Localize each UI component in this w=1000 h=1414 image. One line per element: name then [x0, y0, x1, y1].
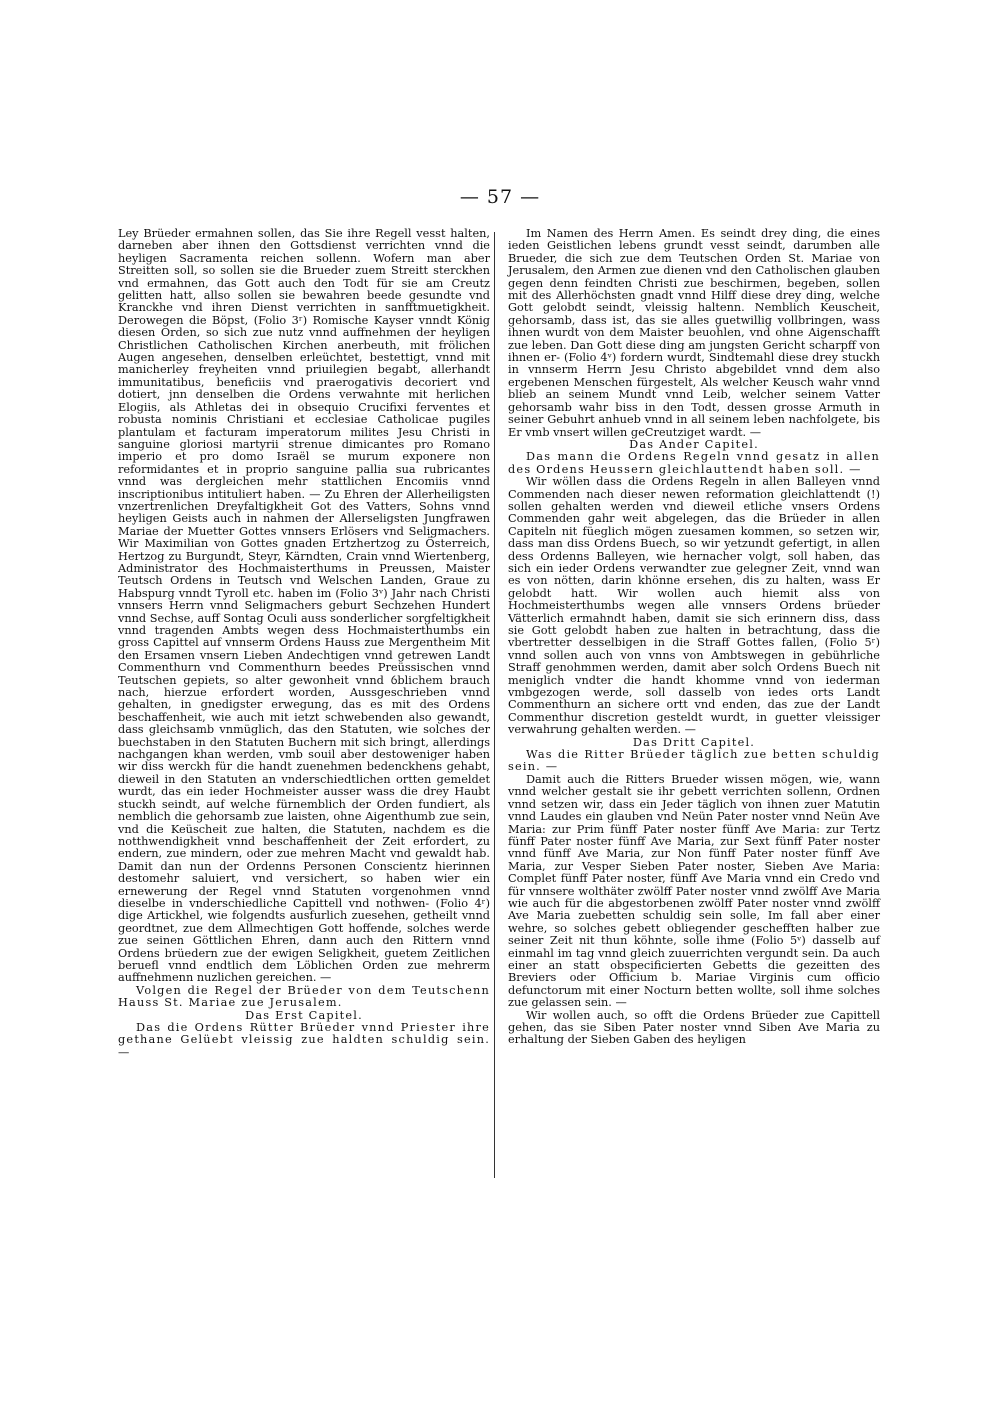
column-divider: [494, 232, 495, 1178]
chapter-2-text: Wir wöllen dass die Ordens Regeln in allen Balleyen vnnd Commenden nach dieser newen reformation gleichlattendt (!) sollen gehalten werden vnd dieweil etliche vnsers Ordens Commenden gahr weit abgelegen, das die Brüeder in allen Capiteln nit füeglich mögen zuesamen kommen, so setzen wir, dass man diss Ordens Buech, so wir yetzundt gefertigt, in allen dess Ordenns Balleyen, wie hernacher volgt, soll haben, das sich ein ieder Ordens verwandter zue gelegner Zeit, vnnd wan es von nötten, darin khönne ersehen, dis zu halten, wass Er gelobdt hatt. Wir wollen auch hiemit alss von Hochmeisterthumbs wegen alle vnnsers Ordens brüeder Vätterlich ermahndt haben, damit sie sich erinnern diss, dass sie Gott gelobdt haben zue halten in betrachtung, dass die vbertretter desselbigen in die Straff Gottes fallen, (Folio 5ʳ) vnnd sollen auch von vnns von Ambtswegen in gebührliche Straff genohmmen werden, damit aber solch Ordens Buech nit meniglich vndter die handt khomme vnnd von iederman vmbgezogen werde, soll dasselb von iedes orts Landt Commenthurn an sichere ortt vnd enden, das zue der Landt Commenthur discretion gesteldt wurdt, in guetter vleissiger verwahrung gehalten werden. —: [508, 475, 880, 737]
closing-paragraph: Wir wollen auch, so offt die Ordens Brüeder zue Capittell gehen, das sie Siben Pater noster vnnd Siben Ave Maria zu erhaltung der Sieben Gaben des heyligen: [508, 1008, 880, 1047]
chapter-3-text: Damit auch die Ritters Brueder wissen mögen, wie, wann vnnd welcher gestalt sie ihr gebett verrichten sollenn, Ordnen vnnd setzen wir, dass ein Jeder täglich von ihnen zuer Matutin vnnd Laudes ein glauben vnd Neün Pater noster vnnd Neün Ave Maria: zur Prim fünff Pater noster fünff Ave Maria: zur Tertz fünff Pater noster fünff Ave Maria, zur Sext fünff Pater noster vnnd fünff Ave Maria, zur Non fünff Pater noster fünff Ave Maria, zur Vesper Sieben Pater noster, Sieben Ave Maria: Complet fünff Pater noster, fünff Ave Maria vnnd ein Credo vnd für vnnsere wolthäter zwölff Pater noster vnnd zwölff Ave Maria wie auch für die abgestorbenen zwölff Pater noster vnnd zwölff Ave Maria zuebetten schuldig sein solle, Im fall aber einer wehre, so solches gebett obliegender geschefften halber zue seiner Zeit nit thun köhnte, solle ihme (Folio 5ᵛ) dasselb auf einmahl im tag vnnd gleich zuuerrichten vergundt sein. Da auch einer an statt obspecificierten Gebetts die gezeitten des Breviers oder Officium b. Mariae Virginis cum officio defunctorum mit einer Nocturn betten wollte, soll ihme solches zue gelassen sein. —: [508, 772, 880, 1010]
chapter-1-heading: Das Erst Capitel.: [245, 1008, 363, 1022]
chapter-2-summary: Das mann die Ordens Regeln vnnd gesatz in allen des Ordens Heussern gleichlauttendt haben soll. —: [508, 450, 880, 476]
right-column: [508, 228, 880, 1047]
chapter-1-summary: Das die Ordens Rütter Brüeder vnnd Priester ihre gethane Gelüebt vleissig zue haldten schuldig sein. —: [118, 1021, 490, 1059]
left-body-paragraph: Ley Brüeder ermahnen sollen, das Sie ihre Regell vesst halten, darneben aber ihnen den Gottsdienst verrichten vnnd die heyligen Sacramenta reichen sollenn. Wofern man aber Streitten soll, so sollen sie die Brueder zuem Streitt sterckhen vnd ermahnen, das Gott auch den Todt für sie am Creutz gelitten hatt, allso sollen sie bewahren beede gesundte vnd Kranckhe vnd ihren Dienst verrichten in sanfftmuetigkheit. Derowegen die Böpst, (Folio 3ʳ) Romische Kayser vnndt König diesen Orden, so sich zue nutz vnnd auffnehmen der heyligen Christlichen Catholischen Kirchen anerbeuth, mit frölichen Augen angesehen, denselben erleüchtet, bestettigt, vnnd mit manicherley freyheiten vnnd priuilegien begabt, allerhandt immunitatibus, beneficiis vnd praerogativis decoriert vnd dotiert, jnn denselben die Ordens verwahnte mit herlichen Elogiis, als Athletas dei in obsequio Crucifixi ferventes et robusta nominis Christiani et ecclesiae Catholicae pugiles plantulam et facturam imperatorum milites Jesu Christi in sanguine gloriosi martyrii strenue dimicantes pro Romano imperio et pro domo Israël se murum exponere non reformidantes et in proprio sanguine pallia sua rubricantes vnnd was dergleichen mehr stattlichen Encomiis vnnd inscriptionibus intituliert haben. — Zu Ehren der Allerheiligsten vnzertrenlichen Dreyfaltigkheit Got des Vatters, Sohns vnnd heyligen Geists auch in nahmen der Allerseligsten Jungfrawen Mariae der Muetter Gottes vnnsers Erlösers vnd Seligmachers. Wir Maximilian von Gottes gnaden Ertzhertzog zu Österreich, Hertzog zu Burgundt, Steyr, Kärndten, Crain vnnd Wiertenberg, Administrator des Hochmaisterthums in Preussen, Maister Teutsch Ordens in Teutsch vnd Welschen Landen, Graue zu Habspurg vnndt Tyroll etc. haben im (Folio 3ᵛ) Jahr nach Christi vnnsers Herrn vnnd Seligmachers geburt Sechzehen Hundert vnnd Sechse, auff Sontag Oculi auss sonderlicher sorgfeltigkheit vnnd tragenden Ambts wegen dess Hochmaisterthumbs ein gross Capittel auf vnnserm Ordens Hauss zue Mergentheim Mit den Ersamen vnsern Lieben Andechtigen vnnd getrewen Landt Commenthurn vnd Commenthurn beedes Preüssischen vnnd Teutschen gepiets, so alter gewonheit vnnd ỽblichem brauch nach, hierzue erfordert worden, Aussgeschrieben vnnd gehalten, in gnedigster erwegung, das es mit des Ordens beschaffenheit, wie auch mit ietzt schwebenden also gewandt, dass gleichsamb vnmüglich, das den Statuten, wie solches der buechstaben in den Statuten Buchern mit sich bringt, allerdings nachgangen khan werden, vmb souil aber destoweniger haben wir diss werckh für die handt zuenehmen bedenckhens gehabt, dieweil in den Statuten an vnderschiedtlichen ortten gemeldet wurdt, das ein ieder Hochmeister ausser wass die drey Haubt stuckh seindt, auf welche fürnemblich der Orden fundiert, als nemblich die gehorsamb zue laisten, ohne Aigenthumb zue sein, vnd die Keüscheit zue halten, die Statuten, nachdem es die notthwendigkheit vnnd beschaffenheit der Zeit erfordert, zu endern, zue mindern, oder zue mehren Macht vnd gewaldt hab. Damit dan nun der Ordenns Personen Conscientz hierinnen destomehr saluiert, vnd versichert, so haben wier ein ernewerung der Regel vnnd Statuten vorgenohmen vnnd dieselbe in vnderschiedliche Capittell vnd nothwen- (Folio 4ʳ) dige Artickhel, wie folgendts ausfurlich zuesehen, getheilt vnnd geordtnet, zue dem Allmechtigen Gott hoffende, solches werde zue seinen Göttlichen Ehren, dann auch den Rittern vnnd Ordens brüedern zue der ewigen Seligkheit, guetem Zeitlichen beruefl vnnd endtlich dem Löblichen Orden zue mehrerm auffnehmenn nuzlichen gereichen. —: [118, 227, 490, 985]
chapter-3-summary: Was die Ritter Brüeder täglich zue betten schuldig sein. —: [508, 748, 880, 774]
intro-paragraph: Im Namen des Herrn Amen. Es seindt drey ding, die eines ieden Geistlichen lebens grundt vesst seindt, darumben alle Brueder, die sich zue dem Teutschen Orden St. Mariae von Jerusalem, den Armen zue dienen vnd den Catholischen glauben gegen denn feindten Christi zue beschirmen, begeben, sollen mit des Allerhöchsten gnadt vnnd Hilff diese drey ding, welche Gott gelobdt seindt, vleissig haltenn. Nemblich Keuscheit, gehorsamb, dass ist, das sie alles guetwillig vollbringen, wass ihnen wurdt von dem Maister beuohlen, vnd ohne Aigenschafft zue leben. Dan Gott diese ding am jungsten Gericht scharpff von ihnen er- (Folio 4ᵛ) fordern wurdt, Sindtemahl diese drey stuckh in vnnserm Herrn Jesu Christo abgebildet vnnd dem also ergebenen Menschen fürgestelt, Als welcher Keusch wahr vnnd blieb an seinem Mundt vnnd Leib, welcher seinem Vatter gehorsamb wahr biss in den Todt, dessen grosse Armuth in seiner Gebuhrt anhueb vnnd in all seinem leben nachfolgete, bis Er vmb vnsert willen geCreutziget wardt. —: [508, 227, 880, 439]
chapter-3-heading: Das Dritt Capitel.: [632, 735, 756, 749]
left-column: [118, 228, 490, 1059]
page-number: — 57 —: [459, 186, 541, 208]
rule-title: Volgen die Regel der Brüeder von dem Teutschenn Hauss St. Mariae zue Jerusalem.: [118, 983, 490, 1010]
chapter-2-heading: Das Ander Capitel.: [629, 437, 759, 451]
